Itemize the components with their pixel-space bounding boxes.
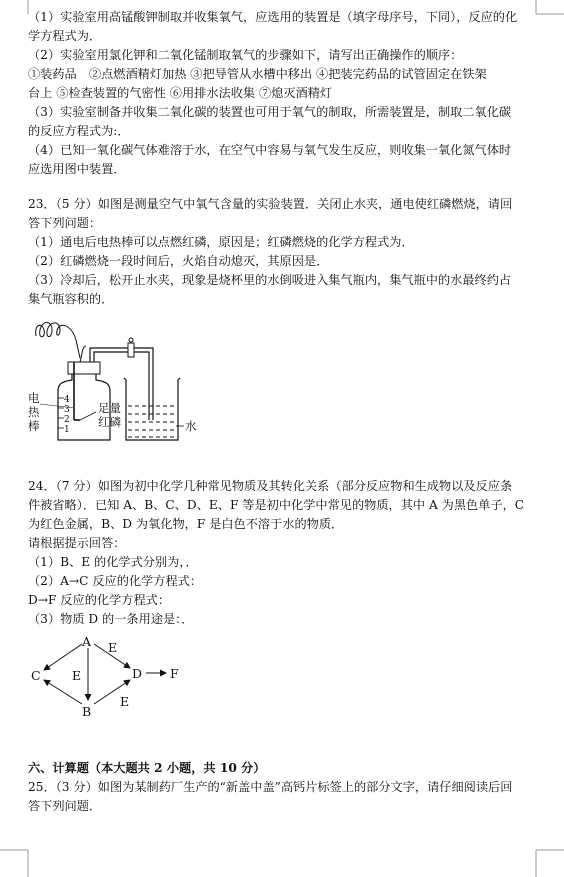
q22-line-3: （2）实验室用氯化钾和二氧化锰制取氧气的步骤如下，请写出正确操作的顺序： (28, 48, 463, 62)
q22-line-7: 的反应方程式为:． (28, 124, 130, 138)
q23-line-2: 答下列问题： (28, 216, 102, 230)
q25-line-2: 答下列问题． (28, 799, 102, 813)
mark-4: 4 (64, 395, 70, 405)
label-water: 水 (185, 419, 197, 433)
q24-line-6: （2）A→C 反应的化学方程式： (28, 574, 203, 588)
q22-line-9: 应选用图中装置． (28, 162, 126, 176)
q22-line-2: 学方程式为． (28, 29, 102, 43)
beaker-water (128, 406, 176, 437)
edge-label-e-bottom: E (120, 694, 130, 709)
q24-line-4: 请根据提示回答： (28, 536, 126, 550)
coiled-wire (36, 323, 80, 359)
label-phosphorus-1: 足量 (98, 401, 121, 415)
q24-line-7: D→F 反应的化学方程式： (28, 593, 171, 607)
label-rod-1: 电 (28, 391, 40, 405)
edge-label-e-mid: E (72, 668, 82, 683)
q25-line-1: 25．（3 分）如图为某制药厂生产的“新盖中盖”高钙片标签上的部分文字，请仔细阅读后回 (28, 780, 513, 794)
crop-mark-bottom-right (524, 846, 564, 877)
q23-line-6: 集气瓶容积的． (28, 292, 114, 306)
crop-mark-top-left (0, 0, 30, 16)
q24-line-2: 件被省略）．已知 A、B、C、D、E、F 等是初中化学中常见的物质，其中 A 为黑色单子，C (28, 498, 525, 512)
node-b: B (82, 704, 92, 719)
q23-line-5: （3）冷却后，松开止水夹，现象是烧杯里的水倒吸进入集气瓶内，集气瓶中的水最终约占 (28, 273, 512, 287)
node-f: F (170, 666, 179, 681)
q24-line-3: 为红色金属，B、D 为氧化物，F 是白色不溶于水的物质． (28, 517, 344, 531)
bottle-stopper (68, 362, 100, 374)
q23-line-3: （1）通电后电热棒可以点燃红磷，原因是；红磷燃烧的化学方程式为． (28, 235, 414, 249)
conversion-diagram (28, 630, 198, 720)
q24-line-1: 24．（7 分）如图为初中化学几种常见物质及其转化关系（部分反应物和生成物以及反应条 (28, 479, 513, 493)
q22-line-5: 台上 ⑤检查装置的气密性 ⑥用排水法收集 ⑦熄灭酒精灯 (28, 86, 333, 100)
q24-line-5: （1）B、E 的化学式分别为，． (28, 555, 198, 569)
arrow-a-to-c (44, 644, 82, 670)
beaker (124, 378, 180, 440)
label-rod-2: 热 (28, 405, 40, 419)
mark-2: 2 (64, 415, 70, 425)
q22-line-8: （4）已知一氧化碳气体难溶于水，在空气中容易与氧气发生反应，则收集一氧化氮气体时 (28, 143, 512, 157)
water-clamp (128, 343, 134, 357)
crop-mark-top-right (524, 0, 564, 16)
apparatus-figure (28, 316, 218, 446)
node-c: C (31, 668, 41, 683)
q23-line-1: 23．（5 分）如图是测量空气中氧气含量的实验装置．关闭止水夹，通电使红磷燃烧，请回 (28, 197, 513, 211)
mark-3: 3 (64, 405, 70, 415)
mark-1: 1 (64, 425, 70, 435)
node-a: A (82, 634, 92, 649)
arrow-b-to-c (44, 680, 82, 704)
q23-line-4: （2）红磷燃烧一段时间后，火焰自动熄灭，其原因是． (28, 254, 329, 268)
q22-line-1: （1）实验室用高锰酸钾制取并收集氧气，应选用的装置是（填字母序号，下同），反应的化 (28, 10, 518, 24)
label-phosphorus-2: 红磷 (98, 415, 121, 429)
crop-mark-bottom-left (0, 846, 40, 877)
q22-line-4: ①装药品 ②点燃酒精灯加热 ③把导管从水槽中移出 ④把装完药品的试管固定在铁架 (28, 67, 487, 81)
node-d: D (132, 666, 143, 681)
section-6-heading: 六、计算题（本大题共 2 小题，共 10 分） (28, 761, 266, 775)
edge-label-e-top: E (108, 640, 118, 655)
q22-line-6: （3）实验室制备并收集二氧化碳的装置也可用于氧气的制取，所需装置是，制取二氧化碳 (28, 105, 512, 119)
q24-line-8: （3）物质 D 的一条用途是：． (28, 612, 194, 626)
label-rod-3: 棒 (28, 419, 40, 433)
